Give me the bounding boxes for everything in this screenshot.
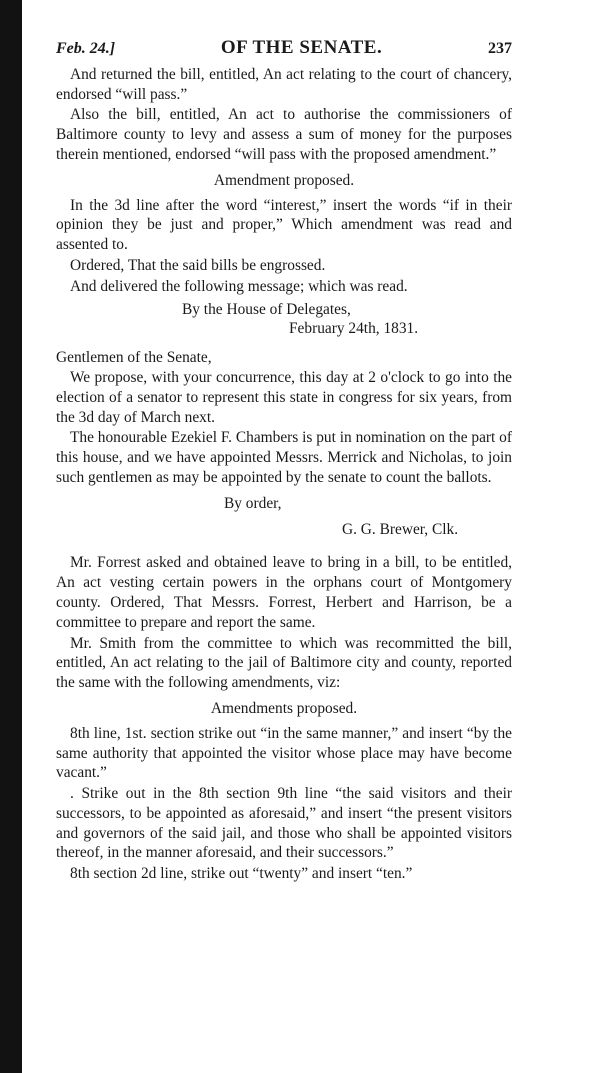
paragraph-amendment-text: In the 3d line after the word “interest,” insert the words “if in their opinion they be just and proper,” Which amendment was read and assented to. (56, 196, 512, 254)
paragraph-engrossed-order: Ordered, That the said bills be engrossed. (70, 256, 326, 274)
book-spine-shadow (0, 0, 22, 1073)
paragraph-smith-report: Mr. Smith from the committee to which was recommitted the bill, entitled, An act relating to the jail of Baltimore city and county, reported the same with the following amendments, viz: (56, 634, 512, 692)
message-from-house: By the House of Delegates, (182, 300, 351, 318)
paragraph-election-proposal: We propose, with your concurrence, this day at 2 o'clock to go into the election of a senator to represent this state in congress for six years, from the 3d day of March next. (56, 368, 512, 426)
paragraph-first-amendment: 8th line, 1st. section strike out “in the same manner,” and insert “by the same authority that appointed the visitor whose place may have become vacant.” (56, 724, 512, 782)
paragraph-forrest-bill: Mr. Forrest asked and obtained leave to bring in a bill, to be entitled, An act vesting certain powers in the orphans court of Montgomery county. Ordered, That Messrs. Forrest, Herbert and Harrison, be a committee to prepare and report the same. (56, 554, 512, 631)
header-title: OF THE SENATE. (220, 37, 383, 58)
amendments-heading: Amendments proposed. (210, 699, 358, 717)
paragraph-message-delivered: And delivered the following message; which was read. (70, 277, 408, 295)
running-header (56, 38, 512, 59)
header-date: Feb. 24.] (56, 40, 116, 57)
paragraph-nomination: The honourable Ezekiel F. Chambers is put in nomination on the part of this house, and we have appointed Messrs. Merrick and Nicholas, to join such gentlemen as may be appointed by the senate to count the ballots. (56, 429, 513, 486)
by-order-line: By order, (224, 494, 282, 512)
paragraph-third-amendment: 8th section 2d line, strike out “twenty” and insert “ten.” (70, 865, 413, 883)
document-page (56, 38, 512, 884)
message-salutation: Gentlemen of the Senate, (56, 349, 212, 367)
message-signer: G. G. Brewer, Clk. (342, 520, 459, 538)
paragraph-baltimore-bill: Also the bill, entitled, An act to authorise the commissioners of Baltimore county to levy and assess a sum of money for the purposes therein mentioned, endorsed “will pass with the proposed amendment.” (56, 106, 512, 163)
paragraph-second-amendment: . Strike out in the 8th section 9th line “the said visitors and their successors, to be appointed as aforesaid,” and insert “the present visitors and governors of the said jail, and those who shall be appointed visitors thereof, in the manner aforesaid, and their successors.” (56, 785, 512, 862)
message-date: February 24th, 1831. (289, 320, 419, 338)
paragraph-chancery-bill: And returned the bill, entitled, An act relating to the court of chancery, endorsed “will pass.” (56, 65, 512, 103)
page-number: 237 (487, 40, 512, 57)
amendment-heading: Amendment proposed. (213, 171, 355, 189)
